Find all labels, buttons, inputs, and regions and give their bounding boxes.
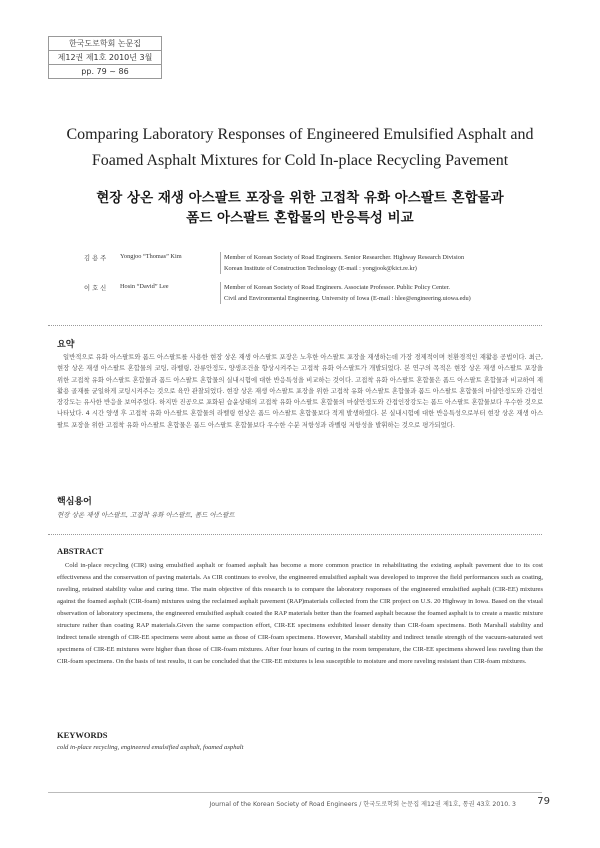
author-name-korean: 김 용 주: [84, 255, 107, 262]
affiliation-line: Member of Korean Society of Road Engineers. Senior Researcher. Highway Research Division: [224, 254, 465, 261]
korean-abstract-text: 일반적으로 유화 아스팔트와 폼드 아스팔트를 사용한 현장 상온 재생 아스팔트 포장은 노후한 아스팔트 포장을 재생하는데 가장 경제적이며 친환경적인 재활용 공법이다. 최근, 현장 상온 재생 아스팔트 혼합물의 코팅, 라벨링, 잔류안정도, 양생조건을 향상시켜주는 고접착 유화 아스팔트가 개발되었다. 본 연구의 목적은 현장 상온 재생 아스팔트 포장을 위한 고접착 유화 아스팔트 혼합물과 폼드 아스팔트 혼합물의 실내시험에 대한 반응특성을 비교하는 것이다. 고접착 유화 아스팔트 혼합물은 폼드 아스팔트 혼합물과 비교하여 재활용 골재를 균일하게 코팅시켜주는 것으로 육안 관찰되었다. 현장 상온 재생 아스팔트 포장을 위한 고접착 유화 아스팔트 혼합물과 폼드 아스팔트 혼합물의 마샬안정도와 간접인장강도는 유사한 반응을 보여주었다. 하지만 진공으로 포화된 습윤상태의 고접착 유화 아스팔트 혼합물의 마샬안정도와 간접인장강도는 폼드 아스팔트 혼합물보다 우수한 것으로 나타났다. 4 시간 양생 후 고접착 유화 아스팔트 혼합물의 라벨링 현상은 폼드 아스팔트 혼합물보다 적게 발생하였다. 본 실내시험에 대한 반응특성으로부터 현장 상온 재생 아스팔트 포장을 위한 고접착 유화 아스팔트 혼합물은 폼드 아스팔트 혼합물보다 우수한 수분 저항성과 라벨링 저항성을 발휘하는 것으로 평가되었다.: [57, 354, 543, 429]
author-entry: [84, 283, 554, 313]
author-affiliation: [224, 253, 554, 274]
affiliation-line: Korean Institute of Construction Technology (E-mail : yongjook@kict.re.kr): [224, 264, 417, 272]
author-entry: [84, 253, 554, 283]
korean-title: [40, 188, 560, 228]
korean-title-line-2: 폼드 아스팔트 혼합물의 반응특성 비교: [186, 210, 414, 226]
journal-info-box: [48, 36, 162, 79]
author-name-english: Hosin “David” Lee: [120, 283, 169, 290]
english-keywords-heading: KEYWORDS: [57, 730, 108, 740]
journal-name: 한국도로학회 논문집: [49, 37, 161, 51]
korean-keywords-text: 현장 상온 재생 아스팔트, 고접착 유화 아스팔트, 폼드 아스팔트: [57, 511, 235, 519]
page-number: 79: [537, 796, 550, 807]
author-divider: [220, 282, 221, 304]
footer-citation: Journal of the Korean Society of Road Engineers / 한국도로학회 논문집 제12권 제1호, 통권 43호 2010. 3: [209, 801, 516, 808]
journal-pages: pp. 79 ~ 86: [81, 67, 129, 76]
korean-abstract-heading: 요약: [57, 340, 75, 350]
english-title-line-2: Foamed Asphalt Mixtures for Cold In-place Recycling Pavement: [91, 152, 509, 169]
english-abstract-heading: ABSTRACT: [57, 546, 104, 556]
footer-rule: [48, 792, 542, 793]
korean-title-line-1: 현장 상온 재생 아스팔트 포장을 위한 고접착 유화 아스팔트 혼합물과: [96, 190, 504, 206]
author-name-korean: 이 호 신: [84, 285, 107, 292]
affiliation-line: Member of Korean Society of Road Engineers. Associate Professor. Public Policy Center.: [224, 284, 450, 291]
author-divider: [220, 252, 221, 274]
affiliation-line: Civil and Environmental Engineering. University of Iowa (E-mail : hlee@engineering.uiowa.edu): [224, 294, 471, 302]
author-affiliation: [224, 283, 554, 304]
journal-volume: 제12권 제1호 2010년 3월: [49, 51, 161, 65]
korean-keywords-heading: 핵심용어: [57, 497, 92, 507]
english-title-line-1: Comparing Laboratory Responses of Engineered Emulsified Asphalt and: [66, 126, 534, 143]
english-title: [40, 122, 560, 174]
author-name-english: Yongjoo “Thomas” Kim: [120, 253, 182, 260]
section-divider: [48, 534, 542, 535]
english-keywords-text: cold in-place recycling, engineered emulsified asphalt, foamed asphalt: [57, 744, 244, 751]
author-list: [84, 253, 554, 313]
section-divider: [48, 325, 542, 326]
english-abstract-text: Cold in-place recycling (CIR) using emulsified asphalt or foamed asphalt has become a more common practice in rehabilitating the existing asphalt pavement due to its cost effectiveness and the conservation of paving materials. As CIR continues to evolve, the engineered emulsified asphalt was developed to improve the field performances such as coating, raveling, retained stability value and curing time. The main objective of this research is to compare the laboratory responses of the engineered emulsified asphalt (CIR-EE) mixtures against the foamed asphalt (CIR-foam) mixtures using the reclaimed asphalt pavement (RAP)materials collected from the CIR project on U.S. 20 Highway in Iowa. Based on the visual observation of laboratory specimens, the engineered emulsified asphalt coated the RAP materials better than the foamed asphalt because the foamed asphalt is to create a mastic mixture structure rather than coating RAP materials.Given the same compaction effort, CIR-EE specimens exhibited lesser density than CIR-foam specimens. Both Marshall stability and indirect tensile strength of CIR-EE specimens were about same as those of CIR-foam specimens. However, Marshall stability and indirect tensile strength of the vacuum-saturated wet specimens of CIR-EE mixtures were higher than those of CIR-foam mixtures. After four hours of curing in the room temperature, the CIR-EE specimens showed less raveling than the CIR-foam specimens. On the basis of test results, it can be concluded that the CIR-EE mixtures is less susceptible to moisture and more raveling resistant than CIR-foam mixtures.: [57, 562, 543, 665]
